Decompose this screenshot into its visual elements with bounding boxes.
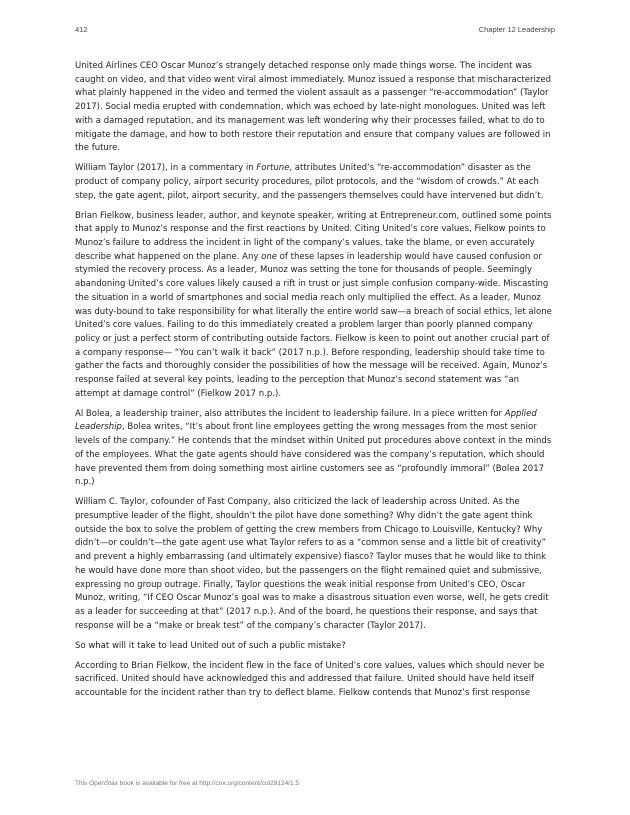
paragraph xyxy=(75,640,555,654)
text-segment: Al Bolea, a leadership trainer, also attributes the incident to leadership failure. In a piece written for xyxy=(75,408,505,419)
paragraph xyxy=(75,162,555,203)
text-segment: William Taylor (2017), in a commentary in xyxy=(75,163,257,174)
paragraph xyxy=(75,660,555,701)
text-segment: Brian Fielkow, business leader, author, and keynote speaker, writing at Entrepreneur.com, outlined some points that apply to Munoz’s response and the first reactions by United. Citing United’s core values, Fielkow points to Munoz’s failure to address the incident in light of the company’s values, take the blame, or even accurately describe what happened on the plane. Any xyxy=(75,210,552,262)
text-segment: , attributes United’s “re-accommodation” disaster as the product of company policy, airport security procedures, pilot protocols, and the “wisdom of crowds.” At each step, the gate agent, pilot, airport security, and the passengers themselves could have intervened but didn’t. xyxy=(75,163,544,201)
text-segment: According to Brian Fielkow, the incident flew in the face of United’s core values, values which should never be sacrificed. United should have acknowledged this and addressed that failure. United should have held itself accountable for the incident rather than try to deflect blame. Fielkow contends that Munoz’s first response xyxy=(75,660,545,699)
chapter-title: Chapter 12 Leadership xyxy=(478,25,555,34)
text-segment: of these lapses in leadership would have caused confusion or stymied the recovery process. As a leader, Munoz was setting the tone for thousands of people. Seemingly abandoning United’s core values likely caused a rift in trust or just simple confusion company-wide. Miscasting the situation in a world of smartphones and social media reach only multiplied the effect. As a leader, Munoz was duty-bound to take responsibility for what literally the entire world saw—a breach of social ethics, let alone United’s core values. Failing to do this immediately created a problem larger than poorly planned company policy or just a perfect storm of contributing outside factors. Fielkow is keen to point out another crucial part of a company response— “You can’t walk it back” (2017 n.p.). Before responding, leadership should take time to gather the facts and thoroughly consider the possibilities of how the message will be received. Again, Munoz’s response failed at several key points, leading to the perception that Munoz’s second statement was “an attempt at damage control” (Fielkow 2017 n.p.). xyxy=(75,251,552,399)
italic-text: Fortune xyxy=(256,163,290,174)
text-segment: United Airlines CEO Oscar Munoz’s strangely detached response only made things worse. The incident was caught on video, and that video went viral almost immediately. Munoz issued a response that mischaracterized what plainly happened in the video and termed the violent assault as a passenger “re-accommodation” (Taylor 2017). Social media erupted with condemnation, which was echoed by late-night monologues. United was left with a damaged reputation, and its management was left wondering why their processes failed, what to do to mitigate the damage, and how to both restore their reputation and ensure that company values are followed in the future. xyxy=(75,61,552,154)
paragraph xyxy=(75,210,555,402)
body-text xyxy=(75,60,555,707)
paragraph xyxy=(75,60,555,156)
paragraph xyxy=(75,496,555,633)
page-header xyxy=(75,25,555,37)
italic-text: Applied Leadership xyxy=(75,408,537,433)
italic-text: one xyxy=(261,251,277,262)
text-segment: William C. Taylor, cofounder of Fast Company, also criticized the lack of leadership across United. As the presumptive leader of the flight, shouldn’t the pilot have done something? Why didn’t the gate agent think outside the box to solve the problem of getting the crew members from Chicago to Louisville, Kentucky? Why didn’t—or couldn’t—the gate agent use what Taylor refers to as a “common sense and a little bit of creativity” and prevent a highly embarrassing (and ultimately expensive) fiasco? Taylor muses that he would like to think he would have done more than shoot video, but the passengers on the flight remained quiet and submissive, expressing no group outrage. Finally, Taylor questions the weak initial response from United’s CEO, Oscar Munoz, writing, “If CEO Oscar Munoz’s goal was to make a disastrous situation even worse, well, he gets credit as a leader for succeeding at that” (2017 n.p.). And of the board, he questions their response, and says that response will be a “make or break test” of the company’s character (Taylor 2017). xyxy=(75,497,549,631)
paragraph xyxy=(75,408,555,490)
page-footer: This OpenStax book is available for free at http://cnx.org/content/col29124/1.5 xyxy=(75,780,300,787)
text-segment: , Bolea writes, “It’s about front line employees getting the wrong messages from the most senior levels of the company.” He contends that the mindset within United put procedures above context in the minds of the employees. What the gate agents should have considered was the company’s reputation, which should have prevented them from doing something most airline customers see as “profoundly immoral” (Bolea 2017 n.p.) xyxy=(75,422,552,488)
text-segment: So what will it take to lead United out of such a public mistake? xyxy=(75,640,346,651)
page-number: 412 xyxy=(75,25,88,34)
